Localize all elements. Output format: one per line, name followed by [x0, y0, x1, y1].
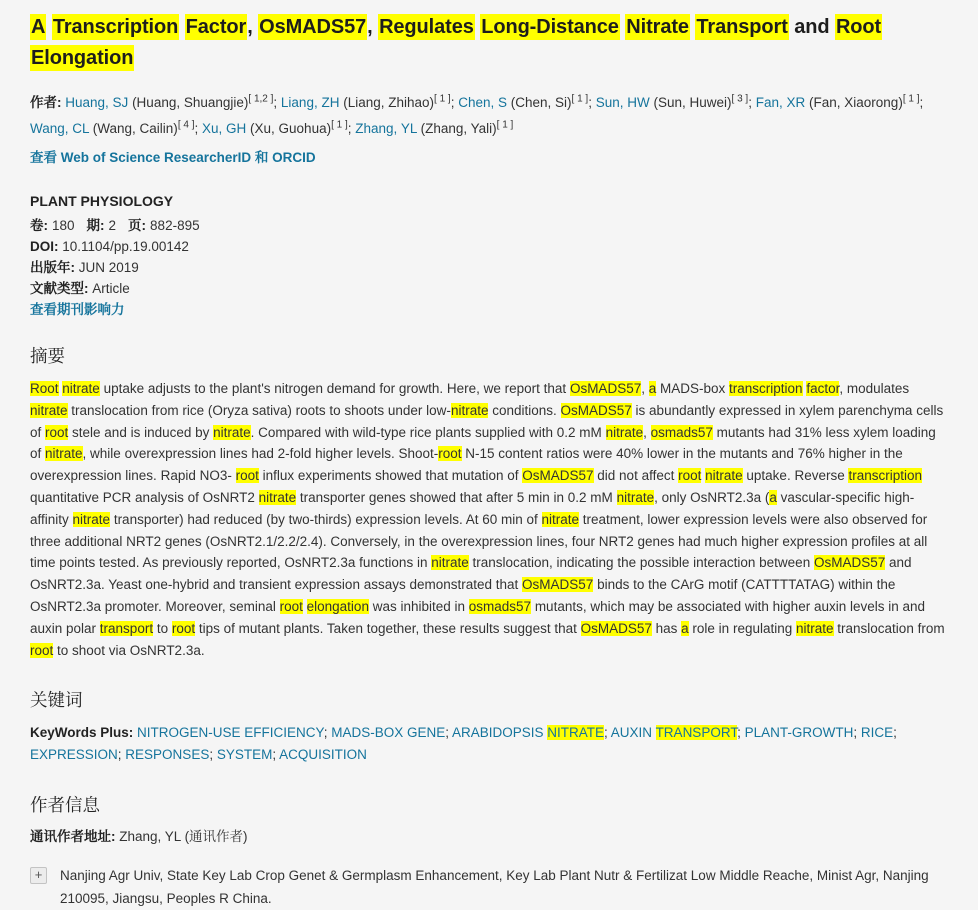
author-full-name: (Xu, Guohua) [246, 121, 332, 136]
text-segment: binds to the CArG motif (CATTTTATAG) within the OsNRT2.3a promoter. Moreover, seminal [30, 577, 896, 614]
journal-impact-link[interactable]: 查看期刊影响力 [30, 302, 125, 317]
highlighted-term: nitrate [431, 555, 469, 571]
author-separator: ; [194, 121, 203, 136]
author-full-name: (Fan, Xiaorong) [805, 95, 903, 110]
text-segment [179, 16, 184, 38]
text-segment: , modulates [839, 381, 910, 396]
highlighted-term: nitrate [30, 402, 68, 418]
text-segment: transporter) had reduced (by two-thirds) expression levels. At 60 min of [110, 511, 542, 527]
keyword-link[interactable]: SYSTEM [216, 747, 273, 763]
highlighted-term: nitrate [705, 468, 743, 484]
highlighted-term: Transport [696, 16, 788, 38]
authors-label: 作者: [30, 95, 62, 110]
doc-type-value: Article [92, 281, 130, 296]
author-link[interactable]: Chen, S [458, 95, 507, 110]
pub-date-value: JUN 2019 [78, 260, 139, 275]
keyword-separator: ; [853, 725, 861, 741]
author-affiliation-sup: [ 1 ] [331, 119, 348, 131]
text-segment: translocation, indicating the possible interaction between [468, 555, 814, 571]
text-segment: stele and is induced by [68, 424, 214, 440]
text-segment: , [641, 381, 649, 396]
source-info [30, 193, 948, 317]
highlighted-term: a [769, 489, 777, 505]
text-segment: mutants, which may be associated with higher auxin levels in and auxin polar [30, 598, 926, 636]
text-segment: , [247, 16, 259, 38]
volume-label: 卷: [30, 218, 48, 233]
text-segment: and [788, 16, 835, 38]
highlighted-term: nitrate [213, 424, 251, 440]
keyword-separator: ; [737, 725, 745, 741]
doi-value: 10.1104/pp.19.00142 [62, 239, 189, 254]
keywords-heading: 关键词 [30, 690, 83, 711]
highlighted-term: osmads57 [468, 598, 532, 614]
highlighted-term: Root [30, 381, 59, 396]
author-affiliation-sup: [ 1 ] [902, 93, 920, 105]
authors-line [30, 90, 948, 142]
author-link[interactable]: Zhang, YL [355, 121, 417, 136]
highlighted-term: root [678, 468, 702, 484]
pages-value: 882-895 [150, 218, 200, 233]
highlighted-term: root [45, 424, 69, 440]
volume-issue-pages-row [30, 218, 948, 233]
article-title [30, 12, 948, 74]
author-separator: ; [273, 95, 281, 110]
author-separator: ; [588, 95, 596, 110]
author-full-name: (Sun, Huwei) [649, 95, 732, 110]
doi-row [30, 239, 948, 254]
text-segment: has [651, 620, 682, 636]
keywords-list [30, 725, 897, 762]
text-segment: translocation from [833, 620, 945, 636]
highlighted-term: Long-Distance [481, 16, 619, 38]
text-segment: was inhibited in [368, 598, 469, 614]
text-segment: uptake adjusts to the plant's nitrogen demand for growth. Here, we report that [99, 381, 570, 396]
highlighted-term: nitrate [258, 489, 297, 505]
text-segment: , while overexpression lines had 2-fold higher levels. Shoot- [82, 446, 439, 462]
keyword-link[interactable]: TRANSPORT [655, 725, 738, 741]
keyword-link[interactable]: NITROGEN-USE EFFICIENCY [137, 725, 324, 741]
text-segment: did not affect [593, 468, 679, 484]
highlighted-term: transcription [848, 468, 923, 484]
author-link[interactable]: Wang, CL [30, 121, 90, 136]
highlighted-term: OsMADS57 [522, 468, 594, 484]
text-segment: influx experiments showed that mutation of [258, 468, 523, 484]
highlighted-term: Factor [185, 16, 247, 38]
text-segment: . Compared with wild-type rice plants supplied with 0.2 mM [250, 424, 606, 440]
highlighted-term: Elongation [31, 47, 134, 69]
text-segment: , [367, 16, 379, 38]
author-link[interactable]: Xu, GH [202, 121, 247, 136]
author-affiliation-sup: [ 1,2 ] [248, 93, 274, 105]
text-segment: MADS-box [656, 381, 730, 396]
highlighted-term: root [30, 642, 54, 658]
keyword-link[interactable]: RESPONSES [125, 747, 210, 763]
corresponding-author-value: Zhang, YL (通讯作者) [119, 829, 248, 845]
highlighted-term: nitrate [541, 511, 580, 527]
author-link[interactable]: Huang, SJ [65, 95, 129, 110]
volume-value: 180 [52, 218, 75, 233]
keyword-separator: ; [272, 747, 280, 763]
keyword-link[interactable]: RICE [860, 725, 894, 741]
highlighted-term: factor [806, 381, 840, 396]
abstract-heading: 摘要 [30, 346, 65, 366]
highlighted-term: a [648, 381, 657, 396]
highlighted-term: root [438, 446, 462, 462]
text-segment: N-15 content ratios were 40% lower in the mutants and 76% higher in the overexpression lines. Rapid NO3- [30, 446, 903, 484]
highlighted-term: OsMADS57 [580, 620, 652, 636]
highlighted-term: Root [835, 16, 882, 38]
keyword-separator: ; [445, 725, 452, 741]
corresponding-author-label: 通讯作者地址: [30, 829, 116, 845]
highlighted-term: A [31, 16, 46, 38]
highlighted-term: osmads57 [650, 424, 713, 440]
author-affiliation-sup: [ 1 ] [571, 93, 589, 105]
author-affiliation-sup: [ 1 ] [434, 93, 451, 105]
text-segment: conditions. [488, 402, 561, 418]
text-segment: translocation from rice (Oryza sativa) roots to shoots under low- [67, 402, 451, 418]
text-segment: to shoot via OsNRT2.3a. [53, 642, 205, 658]
text-segment: to [153, 620, 172, 636]
researcherid-orcid-link[interactable]: 查看 Web of Science ResearcherID 和 ORCID [30, 150, 316, 165]
text-segment [46, 16, 51, 38]
highlighted-term: OsMADS57 [522, 577, 594, 593]
keyword-link[interactable]: AUXIN [610, 725, 656, 741]
keywords-line [30, 722, 948, 766]
keyword-separator: ; [117, 747, 126, 763]
keyword-link[interactable]: ACQUISITION [279, 747, 367, 763]
highlighted-term: Nitrate [626, 16, 689, 38]
author-link[interactable]: Liang, ZH [280, 95, 340, 110]
text-segment: , only OsNRT2.3a ( [654, 489, 770, 505]
author-full-name: (Zhang, Yali) [416, 121, 497, 136]
highlighted-term: transport [99, 620, 154, 636]
highlighted-term: root [235, 468, 259, 484]
expand-address-button[interactable]: + [30, 867, 47, 884]
text-segment: is abundantly expressed in xylem parenchyma cells of [30, 402, 944, 440]
text-segment: and OsNRT2.3a. Yeast one-hybrid and transient expression assays demonstrated that [30, 555, 912, 593]
issue-label: 期: [86, 218, 105, 233]
keyword-link[interactable]: ARABIDOPSIS [452, 725, 548, 741]
highlighted-term: elongation [306, 598, 369, 614]
journal-title: PLANT PHYSIOLOGY [30, 193, 174, 209]
issue-value: 2 [108, 218, 117, 233]
pages-label: 页: [128, 218, 147, 233]
text-segment: uptake. Reverse [742, 468, 849, 484]
highlighted-term: a [681, 620, 689, 636]
highlighted-term: nitrate [450, 402, 489, 418]
highlighted-term: nitrate [616, 489, 655, 505]
keyword-link[interactable]: MADS-BOX GENE [331, 725, 446, 741]
highlighted-term: OsMADS57 [569, 381, 642, 396]
author-full-name: (Huang, Shuangjie) [128, 95, 249, 110]
highlighted-term: nitrate [796, 620, 834, 636]
corresponding-author-line [30, 827, 948, 847]
author-info-heading: 作者信息 [30, 795, 100, 816]
author-affiliation-sup: [ 4 ] [177, 119, 195, 131]
doc-type-label: 文献类型: [30, 281, 89, 296]
keyword-separator: ; [893, 725, 897, 741]
highlighted-term: Transcription [52, 16, 179, 38]
author-separator: ; [450, 95, 459, 110]
highlighted-term: OsMADS57 [813, 555, 886, 571]
keyword-separator: ; [323, 725, 332, 741]
author-full-name: (Liang, Zhihao) [339, 95, 435, 110]
author-link[interactable]: Sun, HW [595, 95, 650, 110]
highlighted-term: nitrate [605, 424, 644, 440]
highlighted-term: root [279, 598, 303, 614]
address-text: Nanjing Agr Univ, State Key Lab Crop Genet & Germplasm Enhancement, Key Lab Plant Nutr & Fertilizat Low Middle Reache, Minist Agr, Nanjing 210095, Jiangsu, Peoples R China. [60, 868, 929, 907]
author-full-name: (Chen, Si) [507, 95, 572, 110]
author-separator: ; [919, 95, 924, 110]
doc-type-row [30, 281, 948, 296]
pub-date-row [30, 260, 948, 275]
text-segment: quantitative PCR analysis of OsNRT2 [30, 489, 259, 505]
text-segment: role in regulating [688, 620, 796, 636]
highlighted-term: transcription [729, 381, 803, 396]
highlighted-term: OsMADS57 [560, 402, 632, 418]
highlighted-term: OsMADS57 [259, 16, 367, 38]
author-affiliation-sup: [ 1 ] [496, 119, 514, 131]
author-separator: ; [748, 95, 756, 110]
address-row [30, 864, 948, 910]
author-separator: ; [347, 121, 356, 136]
text-segment: transporter genes showed that after 5 min in 0.2 mM [296, 489, 617, 505]
text-segment: treatment, lower expression levels were also observed for three additional NRT2 genes (OsNRT2.1/2.2/2.4). Conversely, in the overexpression lines, four NRT2 genes had much higher expression profiles at all time points tested. As previously reported, OsNRT2.3a functions in [30, 511, 928, 571]
keyword-link[interactable]: NITRATE [547, 725, 605, 741]
text-segment: tips of mutant plants. Taken together, these results suggest that [195, 620, 581, 636]
keyword-link[interactable]: EXPRESSION [30, 747, 118, 763]
highlighted-term: nitrate [72, 511, 111, 527]
authors-list [30, 95, 923, 136]
pub-date-label: 出版年: [30, 260, 75, 275]
highlighted-term: Regulates [379, 16, 474, 38]
highlighted-term: root [171, 620, 196, 636]
doi-label: DOI: [30, 239, 59, 254]
author-link[interactable]: Fan, XR [755, 95, 806, 110]
keyword-separator: ; [604, 725, 611, 741]
keywords-label: KeyWords Plus: [30, 725, 134, 741]
highlighted-term: nitrate [45, 446, 83, 462]
keyword-separator: ; [209, 747, 217, 763]
text-segment: , [643, 424, 651, 440]
text-segment: vascular-specific high-affinity [30, 489, 915, 527]
author-affiliation-sup: [ 3 ] [731, 93, 749, 105]
abstract-text [30, 378, 948, 661]
text-segment: mutants had 31% less xylem loading of [30, 424, 936, 462]
author-full-name: (Wang, Cailin) [89, 121, 178, 136]
highlighted-term: nitrate [62, 381, 100, 396]
keyword-link[interactable]: PLANT-GROWTH [744, 725, 854, 741]
